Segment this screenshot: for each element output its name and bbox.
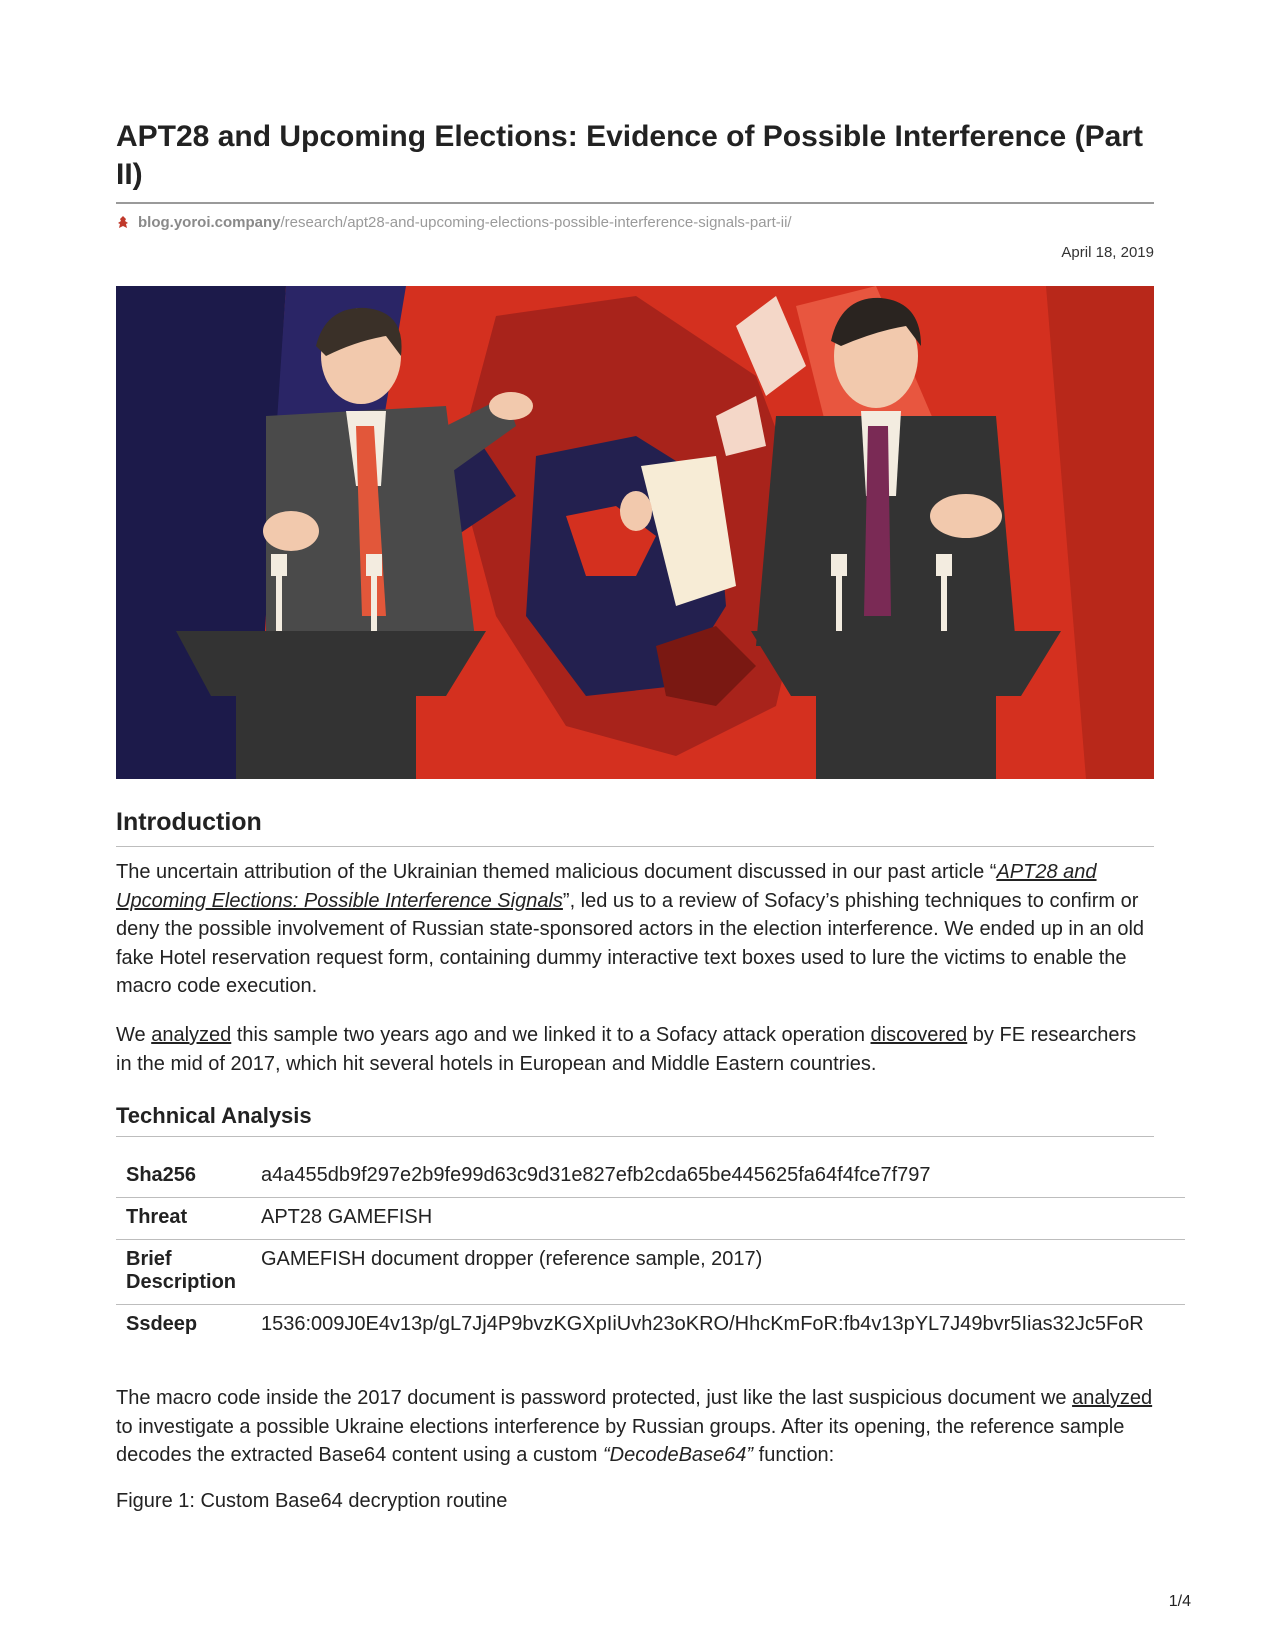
article-title: APT28 and Upcoming Elections: Evidence of Possible Interference (Part II) xyxy=(116,120,1143,191)
source-url[interactable] xyxy=(116,214,1154,234)
table-row xyxy=(116,1305,1185,1347)
intro-p1-text-a: The uncertain attribution of the Ukrainian themed malicious document discussed in our past article “ xyxy=(116,861,997,883)
intro-p2-text-a: We xyxy=(116,1024,152,1046)
intro-paragraph-2 xyxy=(116,1021,1154,1078)
introduction-heading: Introduction xyxy=(116,808,262,836)
decode-function-name: “DecodeBase64” xyxy=(602,1444,754,1466)
row-key: Ssdeep xyxy=(116,1305,251,1347)
publish-date: April 18, 2019 xyxy=(1061,244,1154,261)
macro-paragraph xyxy=(116,1384,1154,1470)
table-row xyxy=(116,1240,1185,1305)
page-number: 1/4 xyxy=(1168,1593,1191,1610)
intro-p2-text-c: by FE researchers in the mid of 2017, which hit several hotels in European and Middle Eastern countries. xyxy=(116,1024,1137,1075)
hero-image xyxy=(116,286,1154,779)
table-row xyxy=(116,1198,1185,1240)
analyzed-link[interactable]: analyzed xyxy=(151,1024,232,1046)
table-row xyxy=(116,1156,1185,1198)
macro-p-text-a: The macro code inside the 2017 document is password protected, just like the last suspicious document we xyxy=(116,1387,1073,1409)
technical-analysis-heading: Technical Analysis xyxy=(116,1103,312,1128)
row-value: GAMEFISH document dropper (reference sample, 2017) xyxy=(251,1240,1185,1305)
yoroi-logo-icon xyxy=(116,215,130,229)
macro-p-text-c: function: xyxy=(753,1444,835,1466)
row-key: Sha256 xyxy=(126,1164,197,1186)
source-path: /research/apt28-and-upcoming-elections-possible-interference-signals-part-ii/ xyxy=(280,214,792,231)
technical-analysis-divider xyxy=(116,1136,1154,1137)
row-key: Brief Description xyxy=(116,1240,251,1305)
title-divider xyxy=(116,202,1154,204)
macro-p-text-b: to investigate a possible Ukraine elections interference by Russian groups. After its opening, the reference sample decodes the extracted Base64 content using a custom xyxy=(116,1415,1125,1466)
row-value: 1536:009J0E4v13p/gL7Jj4P9bvzKGXpIiUvh23oKRO/HhcKmFoR:fb4v13pYL7J49bvr5Iias32Jc5FoR xyxy=(251,1305,1185,1347)
intro-p1-text-b: ”, led us to a review of Sofacy’s phishing techniques to confirm or deny the possible involvement of Russian state-sponsored actors in the election interference. We ended up in an old fake Hotel reservation request form, containing dummy interactive text boxes used to lure the victims to enable the macro code execution. xyxy=(116,889,1145,997)
row-value: a4a455db9f297e2b9fe99d63c9d31e827efb2cda65be445625fa64f4fce7f797 xyxy=(261,1164,931,1186)
intro-p2-text-b: this sample two years ago and we linked it to a Sofacy attack operation xyxy=(231,1024,871,1046)
debate-podium-illustration-icon xyxy=(116,286,1154,779)
sample-info-table xyxy=(116,1156,1185,1346)
analyzed-link-2[interactable]: analyzed xyxy=(1072,1387,1153,1409)
past-article-link-text: APT28 and Upcoming Elections: Possible Interference Signals xyxy=(116,861,1097,912)
intro-paragraph-1 xyxy=(116,858,1154,1001)
introduction-divider xyxy=(116,846,1154,847)
source-domain: blog.yoroi.company xyxy=(138,214,281,231)
row-value: APT28 GAMEFISH xyxy=(251,1198,1185,1240)
figure-caption: Figure 1: Custom Base64 decryption routine xyxy=(116,1490,508,1512)
discovered-link[interactable]: discovered xyxy=(870,1024,968,1046)
row-key: Threat xyxy=(116,1198,251,1240)
